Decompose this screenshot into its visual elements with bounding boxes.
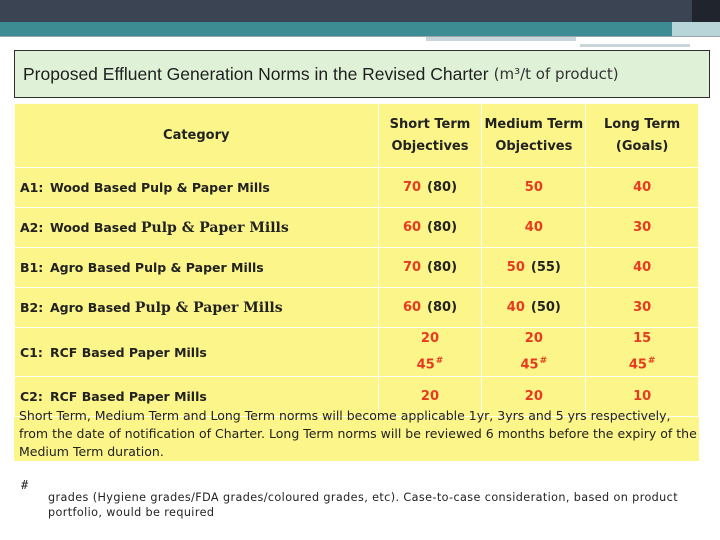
- long-term-hash-line: [586, 350, 698, 376]
- header-line: Short Term: [389, 116, 471, 132]
- category-code: C1:: [20, 344, 43, 360]
- category-cell: [15, 288, 379, 328]
- short-term-alt-value: (80): [427, 259, 458, 275]
- category-code: C2:: [20, 389, 43, 405]
- category-name: RCF Based Paper Mills: [50, 389, 207, 405]
- medium-term-value: 20: [524, 331, 543, 346]
- table-header-row: [15, 104, 699, 168]
- norms-table: [14, 103, 699, 417]
- category-code: A1:: [20, 180, 44, 195]
- long-term-value: 40: [633, 259, 652, 275]
- header-long-term: [586, 104, 699, 168]
- category-cell: [15, 168, 379, 208]
- table-row: [15, 168, 699, 208]
- long-term-cell: [586, 208, 699, 248]
- short-term-value: 20: [420, 388, 440, 404]
- medium-term-cell: [482, 328, 586, 377]
- category-cell: [15, 248, 379, 288]
- table-row: [15, 208, 699, 248]
- short-term-value: 60: [402, 219, 422, 235]
- category-name: RCF Based Paper Mills: [50, 344, 207, 360]
- short-term-cell: [378, 208, 482, 248]
- short-term-cell: [378, 328, 482, 377]
- medium-term-alt-value: (50): [530, 299, 561, 315]
- slide-top-band: [0, 0, 720, 22]
- long-term-cell: [586, 328, 699, 377]
- table-row: [15, 328, 699, 377]
- header-line: Long Term: [604, 116, 681, 132]
- medium-term-cell: [482, 168, 586, 208]
- table-row: [15, 288, 699, 328]
- medium-term-cell: [482, 208, 586, 248]
- divider: [0, 36, 720, 37]
- medium-term-value: 40: [506, 299, 525, 315]
- header-line: Medium Term: [484, 116, 584, 132]
- medium-term-hash-value: 45: [520, 357, 539, 373]
- category-name-suffix: Pulp & Paper Mills: [134, 299, 283, 316]
- title-text: Proposed Effluent Generation Norms in the Revised Charter: [23, 63, 489, 84]
- short-term-value: 20: [420, 331, 440, 346]
- category-cell: [15, 208, 379, 248]
- short-term-value: 70: [402, 179, 422, 195]
- hash-marker: #: [647, 356, 656, 366]
- short-term-alt-value: (80): [427, 219, 458, 235]
- category-code: A2:: [20, 219, 44, 235]
- category-cell: [15, 328, 379, 377]
- medium-term-hash-line: [482, 350, 585, 376]
- short-term-cell: [378, 288, 482, 328]
- medium-term-cell: [482, 248, 586, 288]
- decorative-corner: [692, 0, 720, 22]
- header-category: Category: [15, 104, 379, 168]
- slide-title: [14, 50, 710, 98]
- short-term-value: 60: [402, 299, 422, 315]
- short-term-cell: [378, 248, 482, 288]
- note-hash-symbol: #: [21, 478, 29, 492]
- short-term-hash-value: 45: [416, 357, 435, 373]
- medium-term-value: 50: [524, 179, 543, 195]
- header-line: (Goals): [615, 138, 669, 154]
- medium-term-cell: [482, 288, 586, 328]
- long-term-value: 40: [633, 179, 652, 195]
- medium-term-value: 50: [506, 259, 525, 275]
- hash-note-text: grades (Hygiene grades/FDA grades/coloured grades, etc). Case-to-case consideration, based on product portfolio, would be required: [48, 491, 679, 519]
- norms-table-panel: [14, 103, 699, 461]
- slide-accent-band: [0, 22, 720, 36]
- medium-term-alt-value: (55): [530, 259, 561, 275]
- category-name: Agro Based Pulp & Paper Mills: [50, 260, 264, 275]
- header-medium-term: [482, 104, 586, 168]
- category-name: Wood Based Pulp & Paper Mills: [50, 180, 270, 195]
- short-term-alt-value: (80): [427, 299, 458, 315]
- medium-term-value: 40: [524, 219, 543, 235]
- long-term-value: 15: [633, 331, 652, 346]
- long-term-cell: [586, 168, 699, 208]
- table-row: [15, 248, 699, 288]
- category-name: Wood Based: [50, 219, 137, 235]
- title-unit: (m³/t of product): [493, 65, 619, 83]
- medium-term-value: 20: [524, 388, 543, 404]
- short-term-value: 70: [402, 259, 422, 275]
- decorative-accent: [672, 22, 720, 36]
- header-line: Objectives: [391, 138, 469, 154]
- long-term-value: 30: [633, 299, 652, 315]
- table-footnote: Short Term, Medium Term and Long Term norms will become applicable 1yr, 3yrs and 5 yrs respectively, from the date of notification of Charter. Long Term norms will be reviewed 6 months before the expiry of the Medium Term duration.: [19, 408, 697, 459]
- header-short-term: [378, 104, 482, 168]
- hash-marker: #: [435, 356, 444, 366]
- short-term-alt-value: (80): [427, 179, 458, 195]
- hash-marker: #: [539, 356, 548, 366]
- header-line: Objectives: [495, 138, 573, 154]
- long-term-cell: [586, 248, 699, 288]
- long-term-cell: [586, 288, 699, 328]
- long-term-value: 30: [633, 219, 652, 235]
- short-term-cell: [378, 168, 482, 208]
- long-term-value: 10: [633, 388, 652, 404]
- category-code: B2:: [20, 299, 44, 315]
- decorative-bar: [580, 44, 690, 47]
- category-name-suffix: Pulp & Paper Mills: [141, 219, 289, 236]
- short-term-hash-line: [379, 350, 482, 376]
- decorative-bar: [426, 37, 576, 41]
- long-term-hash-value: 45: [628, 357, 647, 373]
- category-name: Agro Based: [50, 299, 131, 315]
- category-code: B1:: [20, 260, 44, 275]
